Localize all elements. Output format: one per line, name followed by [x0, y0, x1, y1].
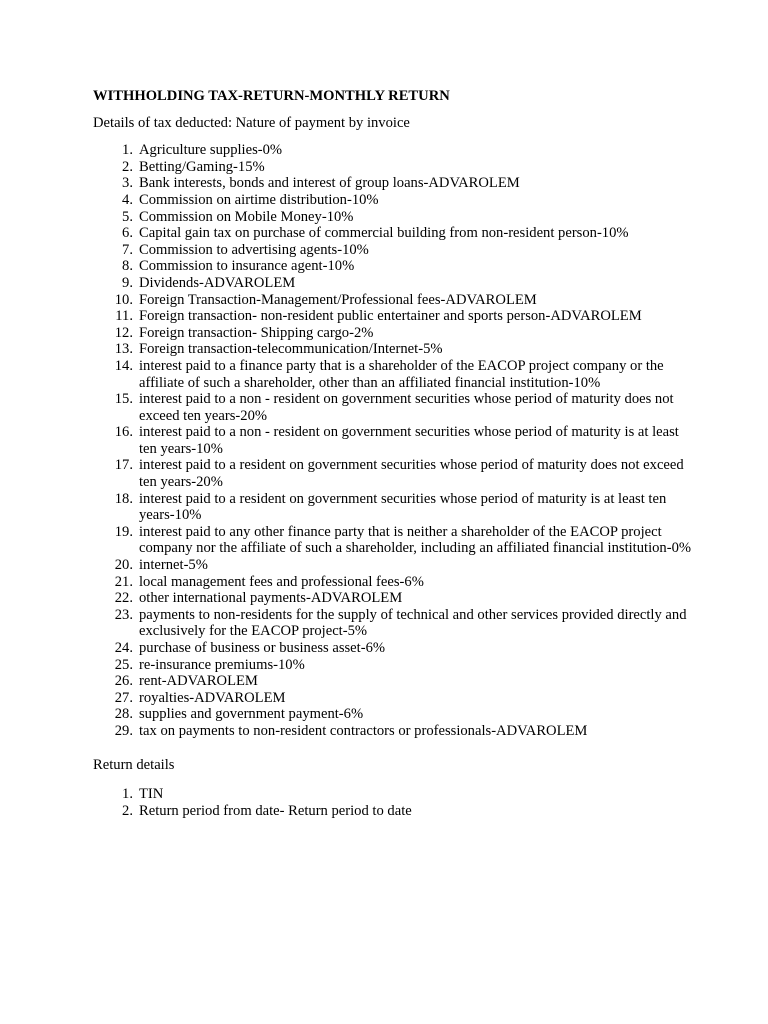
list-item-number: 7. — [122, 241, 133, 258]
list-item-text: interest paid to a resident on government securities whose period of maturity does not exceed ten years-20% — [139, 457, 684, 491]
list-item — [93, 192, 693, 209]
list-item-number: 6. — [122, 225, 133, 242]
list-item-number: 26. — [114, 673, 133, 690]
list-item-number: 2. — [122, 158, 133, 175]
list-item-text: re-insurance premiums-10% — [139, 656, 305, 673]
list-item-number: 8. — [122, 258, 133, 275]
list-item — [93, 786, 693, 803]
list-item — [93, 292, 693, 309]
list-item — [93, 358, 693, 391]
list-item-number: 9. — [122, 274, 133, 291]
list-item — [93, 491, 693, 524]
list-item — [93, 803, 693, 820]
list-item — [93, 574, 693, 591]
list-item — [93, 690, 693, 707]
list-item-text: local management fees and professional fees-6% — [139, 573, 424, 590]
list-item — [93, 657, 693, 674]
list-item — [93, 209, 693, 226]
list-item-number: 25. — [114, 656, 133, 673]
list-item — [93, 590, 693, 607]
list-item-text: Agriculture supplies-0% — [139, 142, 283, 159]
list-item — [93, 706, 693, 723]
list-item — [93, 723, 693, 740]
return-details-list — [93, 786, 693, 819]
document-intro: Details of tax deducted: Nature of payment by invoice — [93, 114, 410, 131]
list-item-number: 1. — [122, 142, 133, 159]
list-item-number: 14. — [114, 357, 133, 374]
list-item-text: Foreign transaction- non-resident public entertainer and sports person-ADVAROLEM — [139, 308, 642, 325]
list-item-text: Foreign Transaction-Management/Professional fees-ADVAROLEM — [139, 291, 537, 308]
document-page — [93, 88, 693, 819]
list-item-number: 4. — [122, 191, 133, 208]
list-item-text: interest paid to a non - resident on government securities whose period of maturity does not exceed ten years-20% — [139, 391, 674, 424]
list-item-number: 5. — [122, 208, 133, 225]
list-item — [93, 308, 693, 325]
list-item — [93, 557, 693, 574]
list-item-number: 15. — [114, 391, 133, 408]
list-item-number: 16. — [114, 424, 133, 441]
list-item — [93, 640, 693, 657]
list-item — [93, 524, 693, 557]
list-item-text: interest paid to a finance party that is a shareholder of the EACOP project company or the affiliate of such a shareholder, other than an affiliated financial institution-10% — [139, 357, 664, 391]
list-item-text: Foreign transaction- Shipping cargo-2% — [139, 324, 374, 341]
list-item-text: payments to non-residents for the supply of technical and other services provided directly and exclusively for the EACOP project-5% — [139, 606, 687, 640]
list-item-number: 2. — [122, 802, 133, 819]
list-item-number: 23. — [114, 606, 133, 623]
list-item-text: interest paid to a non - resident on government securities whose period of maturity is at least ten years-10% — [139, 424, 679, 457]
list-item-text: Commission on Mobile Money-10% — [139, 208, 354, 225]
list-item — [93, 258, 693, 275]
list-item-number: 3. — [122, 175, 133, 192]
list-item-number: 29. — [114, 722, 133, 739]
list-item-text: Commission to insurance agent-10% — [139, 258, 355, 275]
list-item-number: 19. — [114, 523, 133, 540]
list-item-number: 12. — [114, 324, 133, 341]
list-item-number: 11. — [115, 308, 133, 325]
list-item-text: supplies and government payment-6% — [139, 706, 364, 723]
list-item — [93, 159, 693, 176]
list-item — [93, 142, 693, 159]
list-item-text: Return period from date- Return period to date — [139, 802, 412, 819]
tax-nature-list — [93, 142, 693, 739]
list-item-text: TIN — [139, 786, 164, 803]
list-item-text: Capital gain tax on purchase of commercial building from non-resident person-10% — [139, 225, 629, 242]
list-item-number: 13. — [114, 341, 133, 358]
document-title: WITHHOLDING TAX-RETURN-MONTHLY RETURN — [93, 88, 450, 104]
list-item — [93, 673, 693, 690]
list-item — [93, 175, 693, 192]
list-item — [93, 275, 693, 292]
return-details-heading: Return details — [93, 756, 175, 773]
list-item-number: 27. — [114, 689, 133, 706]
list-item — [93, 242, 693, 259]
list-item-text: interest paid to any other finance party that is neither a shareholder of the EACOP project company nor the affiliate of such a shareholder, including an affiliated financial institution-0% — [139, 523, 692, 557]
list-item-text: tax on payments to non-resident contractors or professionals-ADVAROLEM — [139, 722, 588, 739]
list-item-number: 20. — [114, 557, 133, 574]
list-item — [93, 457, 693, 490]
list-item-text: internet-5% — [139, 557, 208, 574]
list-item-text: Bank interests, bonds and interest of group loans-ADVAROLEM — [139, 175, 520, 192]
list-item — [93, 341, 693, 358]
list-item-text: Commission on airtime distribution-10% — [139, 191, 379, 208]
list-item-text: Betting/Gaming-15% — [139, 158, 265, 175]
list-item-number: 24. — [114, 640, 133, 656]
list-item — [93, 424, 693, 457]
list-item-number: 17. — [114, 457, 133, 474]
list-item-text: Foreign transaction-telecommunication/Internet-5% — [139, 341, 443, 358]
list-item-text: royalties-ADVAROLEM — [139, 689, 286, 706]
list-item-text: other international payments-ADVAROLEM — [139, 590, 403, 607]
list-item-text: rent-ADVAROLEM — [139, 673, 258, 690]
list-item-text: interest paid to a resident on government securities whose period of maturity is at least ten years-10% — [139, 490, 667, 524]
list-item-number: 21. — [114, 573, 133, 590]
list-item-number: 18. — [114, 490, 133, 507]
list-item — [93, 325, 693, 342]
list-item-text: Commission to advertising agents-10% — [139, 241, 369, 258]
list-item-number: 22. — [114, 590, 133, 607]
list-item-text: purchase of business or business asset-6% — [139, 640, 386, 656]
list-item — [93, 391, 693, 424]
list-item-number: 28. — [114, 706, 133, 723]
list-item — [93, 607, 693, 640]
list-item-number: 1. — [122, 786, 133, 803]
list-item — [93, 225, 693, 242]
list-item-text: Dividends-ADVAROLEM — [139, 274, 296, 291]
list-item-number: 10. — [114, 291, 133, 308]
